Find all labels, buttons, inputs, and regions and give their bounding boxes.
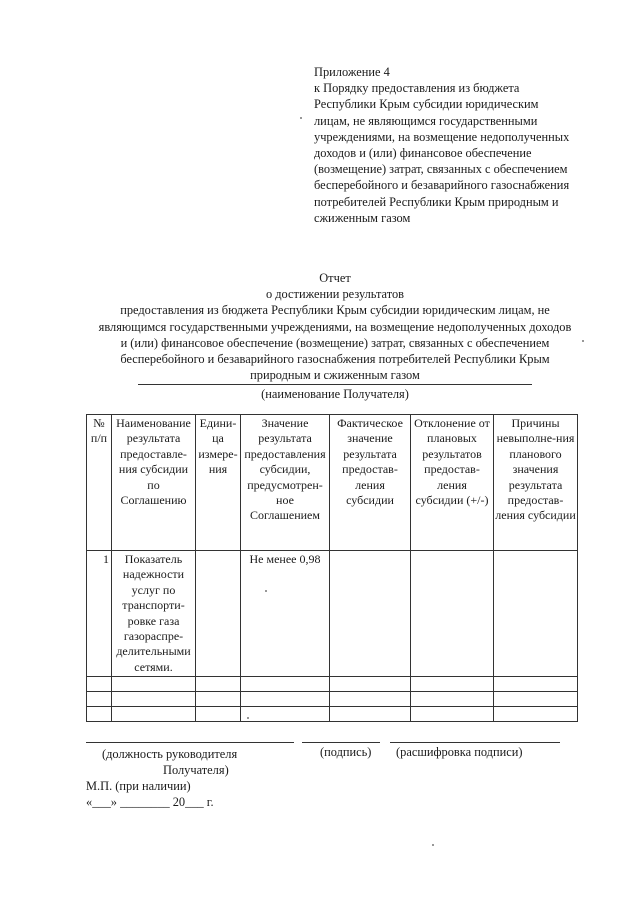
appendix-line: бесперебойного и безаварийного газоснабжения <box>314 178 570 193</box>
table-blank-row <box>87 692 578 707</box>
stamp-label: М.П. (при наличии) <box>86 779 191 793</box>
appendix-line: доходов и (или) финансовое обеспечение <box>314 146 532 161</box>
table-row <box>87 551 578 677</box>
appendix-line: лицам, не являющимся государственными <box>314 113 538 128</box>
table-header-row <box>87 415 578 551</box>
recipient-label: (наименование Получателя) <box>261 387 409 401</box>
row-reasons <box>494 551 578 677</box>
header-reasons: Причины невыполне-ния планового значения результата предостав-ления субсидии <box>494 415 578 551</box>
header-unit: Едини-ца измере-ния <box>196 415 241 551</box>
row-result-name: Показатель надежности услуг по транспорти-ровке газа газораспре-делительными сетями. <box>112 551 196 677</box>
appendix-block <box>314 64 589 226</box>
appendix-line: к Порядку предоставления из бюджета <box>314 81 520 96</box>
table-blank-row <box>87 707 578 722</box>
scan-speck <box>300 117 302 119</box>
appendix-line: сжиженным газом <box>314 210 411 225</box>
report-heading <box>90 270 580 383</box>
decoding-signature-line <box>390 742 560 743</box>
report-body-line: бесперебойного и безаварийного газоснабжения потребителей Республики Крым <box>120 352 550 367</box>
signature-line <box>302 742 380 743</box>
appendix-title: Приложение 4 <box>314 65 390 79</box>
position-signature-line <box>86 742 294 743</box>
results-table <box>86 414 578 722</box>
appendix-line: потребителей Республики Крым природным и <box>314 194 559 209</box>
row-unit <box>196 551 241 677</box>
appendix-line: Республики Крым субсидии юридическим <box>314 97 539 112</box>
recipient-underline <box>138 384 532 385</box>
report-subtitle: о достижении результатов <box>265 287 405 302</box>
recipient-word: Получателя) <box>163 763 229 777</box>
row-actual-value <box>330 551 411 677</box>
report-body-line: и (или) финансовое обеспечение (возмещение) затрат, связанных с обеспечением <box>120 335 550 350</box>
scan-speck <box>265 590 267 592</box>
signature-label: (подпись) <box>320 745 372 759</box>
report-title: Отчет <box>319 271 351 285</box>
position-label: (должность руководителя <box>102 747 238 761</box>
appendix-line: учреждениями, на возмещение недополученных <box>314 129 570 144</box>
report-body-line: предоставления из бюджета Республики Крым субсидии юридическим лицам, не <box>120 303 550 318</box>
header-number: № п/п <box>87 415 112 551</box>
report-body-line: являющимся государственными учреждениями, на возмещение недополученных доходов <box>98 319 572 334</box>
scan-speck <box>247 717 249 719</box>
scan-speck <box>432 844 434 846</box>
report-body-line: природным и сжиженным газом <box>250 368 420 383</box>
appendix-line: (возмещение) затрат, связанных с обеспечением <box>314 162 568 177</box>
date-line: «___» ________ 20___ г. <box>86 795 214 809</box>
header-actual-value: Фактическое значение результата предостав-ления субсидии <box>330 415 411 551</box>
scan-speck <box>582 340 584 342</box>
header-planned-value: Значение результата предоставления субсидии, предусмотрен-ное Соглашением <box>241 415 330 551</box>
header-deviation: Отклонение от плановых результатов предостав-ления субсидии (+/-) <box>411 415 494 551</box>
row-planned-value: Не менее 0,98 <box>241 551 330 677</box>
header-result-name: Наименование результата предоставле-ния субсидии по Соглашению <box>112 415 196 551</box>
row-number: 1 <box>87 551 112 677</box>
row-deviation <box>411 551 494 677</box>
table-blank-row <box>87 677 578 692</box>
decoding-label: (расшифровка подписи) <box>396 745 523 759</box>
